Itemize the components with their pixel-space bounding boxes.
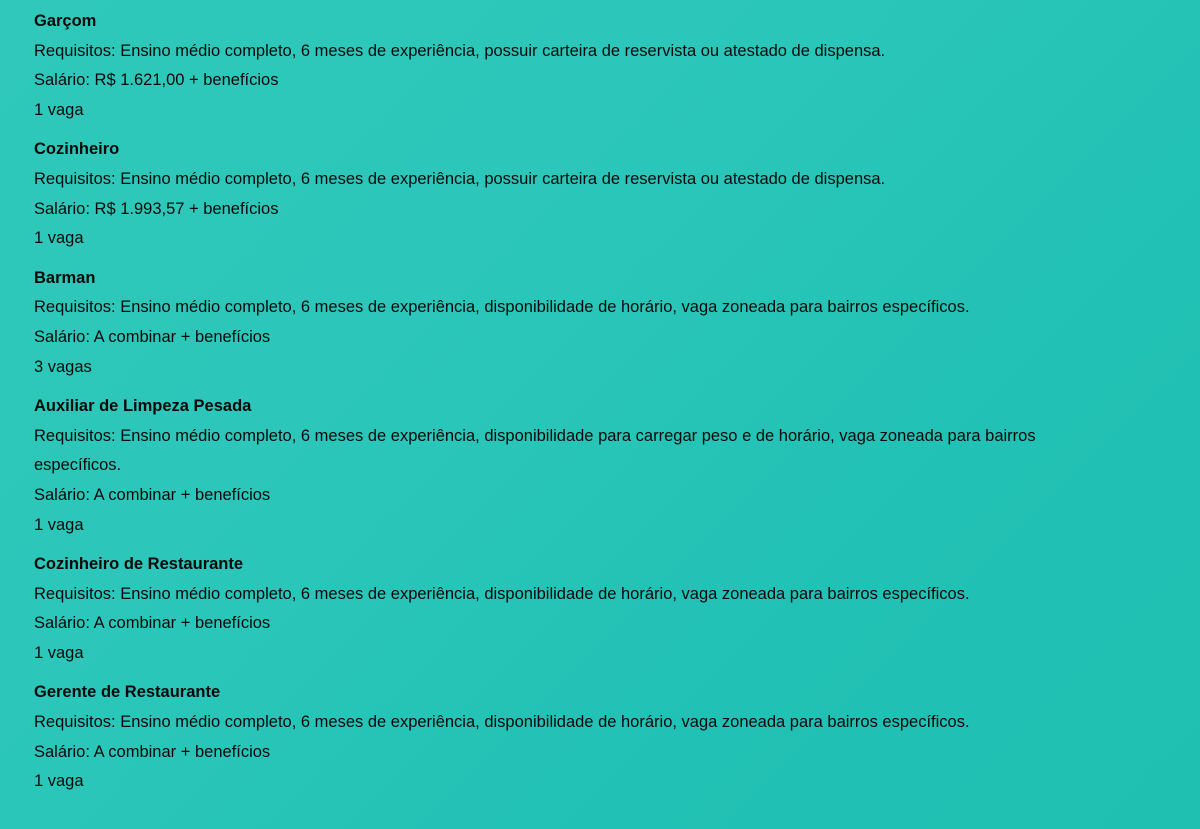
job-salary: Salário: A combinar + benefícios — [34, 485, 271, 504]
job-salary: Salário: A combinar + benefícios — [34, 327, 271, 346]
job-listing-garcom — [34, 7, 1140, 125]
job-title: Gerente de Restaurante — [34, 683, 221, 702]
job-listing-gerente-restaurante — [34, 678, 1140, 796]
job-requirements: Requisitos: Ensino médio completo, 6 meses de experiência, disponibilidade de horário, vaga zoneada para bairros específicos. — [34, 713, 970, 732]
job-openings: 1 vaga — [34, 515, 84, 534]
job-title: Cozinheiro de Restaurante — [34, 555, 244, 574]
job-listing-barman — [34, 264, 1140, 382]
job-openings: 1 vaga — [34, 643, 84, 662]
job-salary: Salário: R$ 1.993,57 + benefícios — [34, 199, 279, 218]
job-salary: Salário: R$ 1.621,00 + benefícios — [34, 71, 279, 90]
job-listing-cozinheiro-restaurante — [34, 550, 1140, 668]
job-title: Garçom — [34, 12, 97, 30]
job-listing-auxiliar-limpeza — [34, 392, 1140, 540]
job-openings: 1 vaga — [34, 100, 84, 119]
job-requirements: Requisitos: Ensino médio completo, 6 meses de experiência, disponibilidade para carregar peso e de horário, vaga zoneada para bairros específicos. — [34, 426, 1036, 475]
job-requirements: Requisitos: Ensino médio completo, 6 meses de experiência, disponibilidade de horário, vaga zoneada para bairros específicos. — [34, 298, 970, 317]
job-title: Cozinheiro — [34, 140, 120, 159]
job-title: Barman — [34, 268, 96, 287]
job-title: Auxiliar de Limpeza Pesada — [34, 397, 252, 416]
job-requirements: Requisitos: Ensino médio completo, 6 meses de experiência, possuir carteira de reservista ou atestado de dispensa. — [34, 41, 886, 60]
job-listing-cozinheiro — [34, 135, 1140, 253]
job-salary: Salário: A combinar + benefícios — [34, 742, 271, 761]
job-salary: Salário: A combinar + benefícios — [34, 614, 271, 633]
job-openings: 3 vagas — [34, 357, 92, 376]
job-requirements: Requisitos: Ensino médio completo, 6 meses de experiência, disponibilidade de horário, vaga zoneada para bairros específicos. — [34, 584, 970, 603]
job-openings: 1 vaga — [34, 229, 84, 248]
job-openings: 1 vaga — [34, 772, 84, 791]
job-requirements: Requisitos: Ensino médio completo, 6 meses de experiência, possuir carteira de reservista ou atestado de dispensa. — [34, 169, 886, 188]
